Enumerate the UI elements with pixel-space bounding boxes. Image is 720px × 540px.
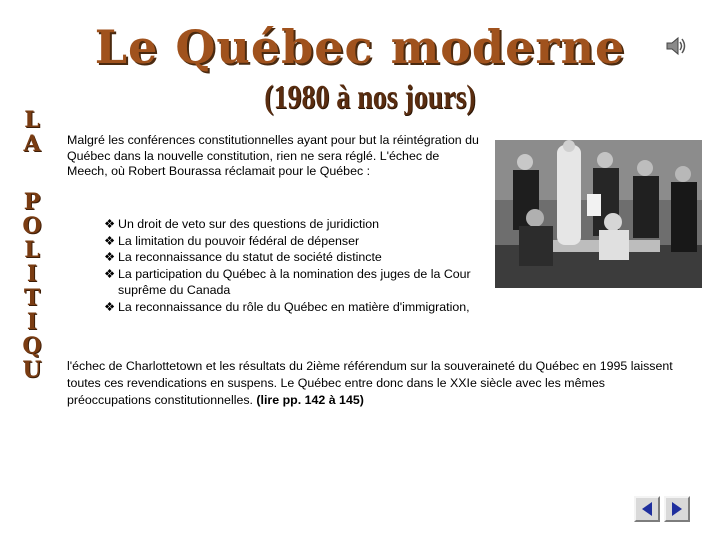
bullet-diamond-icon: ❖ <box>104 299 116 314</box>
bullet-diamond-icon: ❖ <box>104 250 116 264</box>
vertical-letter: I <box>26 309 38 335</box>
next-slide-button[interactable] <box>664 496 690 522</box>
page-subtitle: (1980 à nos jours) <box>264 79 476 116</box>
vertical-letter: L <box>24 107 40 133</box>
vertical-letter: Q <box>22 333 42 359</box>
list-item-text: La reconnaissance du rôle du Québec en matière d'immigration, <box>118 299 470 314</box>
reading-reference: (lire pp. 142 à 145) <box>256 393 364 407</box>
list-item <box>104 233 494 250</box>
list-item-text: La limitation du pouvoir fédéral de dépenser <box>118 233 360 248</box>
list-item <box>104 299 494 316</box>
page-title: Le Québec moderne <box>94 20 626 74</box>
demands-list <box>104 216 494 315</box>
list-item <box>104 266 494 299</box>
previous-slide-button[interactable] <box>634 496 660 522</box>
vertical-letter: A <box>23 131 41 157</box>
bullet-diamond-icon: ❖ <box>104 233 116 248</box>
historical-photo <box>495 140 702 288</box>
vertical-letter: P <box>23 189 41 215</box>
previous-slide-icon <box>640 501 654 517</box>
conclusion-paragraph <box>67 358 682 409</box>
conclusion-text: l'échec de Charlottetown et les résultats du 2ième référendum sur la souveraineté du Québec en 1995 laissent toutes ces revendications en suspens. Le Québec entre donc dans le XXIe siècle avec les mêmes préoccupations constitutionnelles. <box>67 359 673 407</box>
vertical-letter: O <box>22 213 42 239</box>
list-item-text: La reconnaissance du statut de société distincte <box>118 250 382 264</box>
list-item <box>104 249 494 266</box>
vertical-letter: L <box>24 237 40 263</box>
vertical-section-label <box>18 108 46 382</box>
vertical-letter: I <box>26 261 38 287</box>
list-item-text: Un droit de veto sur des questions de juridiction <box>118 217 380 231</box>
list-item-text: La participation du Québec à la nomination des juges de la Cour suprême du Canada <box>118 266 471 297</box>
list-item <box>104 216 494 233</box>
vertical-letter: T <box>23 285 41 311</box>
intro-paragraph: Malgré les conférences constitutionnelles ayant pour but la réintégration du Québec dans la nouvelle constitution, rien ne sera réglé. L'échec de Meech, où Robert Bourassa réclamait pour le Québec : <box>67 133 479 178</box>
next-slide-icon <box>670 501 684 517</box>
bullet-diamond-icon: ❖ <box>104 217 116 231</box>
bullet-diamond-icon: ❖ <box>104 266 116 281</box>
speaker-icon[interactable] <box>664 34 688 58</box>
vertical-letter: U <box>22 357 42 383</box>
